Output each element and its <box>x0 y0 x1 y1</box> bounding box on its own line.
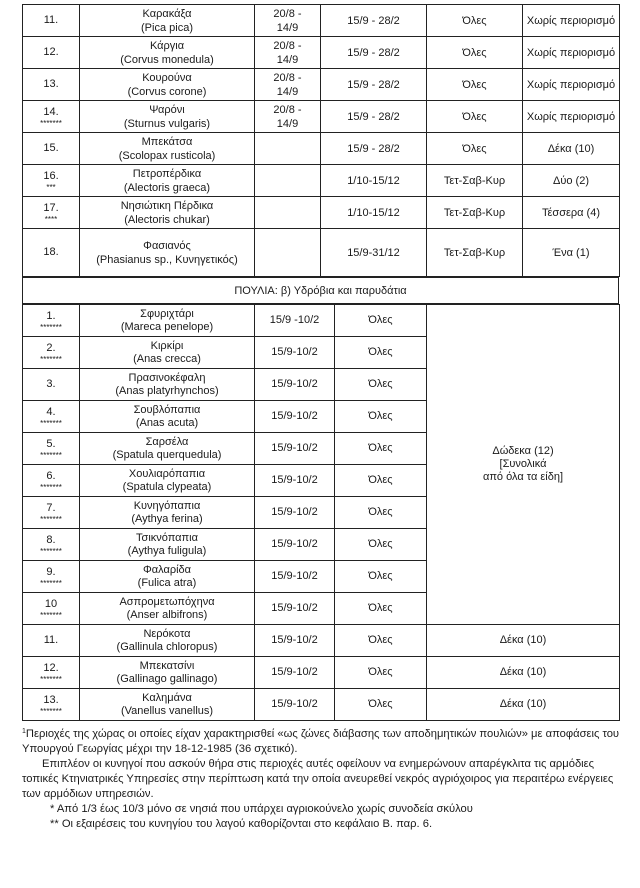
season-cell: 1/10-15/12 <box>321 197 427 229</box>
species-greek-name: Πρασινοκέφαλη <box>128 371 206 384</box>
early-period-cell <box>255 133 321 165</box>
season-cell: 15/9-10/2 <box>255 593 335 625</box>
footnote-2: Επιπλέον οι κυνηγοί που ασκούν θήρα στις περιοχές αυτές οφείλουν να ενημερώνουν απαρέγκλιτα τις αρμόδιες τοπικές Κτηνιατρικές Υπηρεσίες στην περίπτωση κατά την οποία ανευρεθεί νεκρός αγριόχοιρος για περαιτέρω ενέργειες των αρμόδιων υπηρεσιών. <box>22 758 614 800</box>
species-greek-name: Κάργια <box>149 39 185 52</box>
species-latin-name: (Scolopax rusticola) <box>118 149 216 162</box>
row-number-cell <box>23 497 80 529</box>
season-cell: 15/9-10/2 <box>255 497 335 529</box>
species-latin-name: (Mareca penelope) <box>120 320 214 333</box>
days-cell: Όλες <box>335 401 427 433</box>
limit-cell: Χωρίς περιορισμό <box>523 37 620 69</box>
season-cell: 15/9-10/2 <box>255 337 335 369</box>
species-greek-name: Φασιανός <box>143 239 191 252</box>
row-stars: ******* <box>40 674 62 684</box>
species-latin-name: (Anser albifrons) <box>126 608 208 621</box>
table-row <box>23 165 620 197</box>
row-number-cell <box>23 37 80 69</box>
species-cell <box>80 37 255 69</box>
row-number-cell <box>23 133 80 165</box>
species-latin-name: (Anas platyrhynchos) <box>115 384 219 397</box>
note-double-star: ** Οι εξαιρέσεις του κυνηγίου του λαγού καθορίζονται στο κεφάλαιο Β. παρ. 6. <box>50 818 433 830</box>
species-greek-name: Κυνηγόπαπια <box>133 499 201 512</box>
species-greek-name: Νερόκοτα <box>143 627 191 640</box>
row-number-cell <box>23 305 80 337</box>
days-cell: Όλες <box>335 337 427 369</box>
species-latin-name: (Spatula clypeata) <box>122 480 212 493</box>
days-cell: Όλες <box>427 5 523 37</box>
row-number: 6. <box>46 469 56 482</box>
limit-cell: Δέκα (10) <box>427 689 620 721</box>
days-cell: Όλες <box>335 369 427 401</box>
species-cell <box>80 165 255 197</box>
limit-cell: Χωρίς περιορισμό <box>523 101 620 133</box>
season-cell: 15/9 - 28/2 <box>321 37 427 69</box>
species-greek-name: Μπεκάτσα <box>141 135 193 148</box>
species-latin-name: (Alectoris chukar) <box>124 213 210 226</box>
species-latin-name: (Vanellus vanellus) <box>120 704 214 717</box>
row-number-cell <box>23 165 80 197</box>
species-latin-name: (Gallinula chloropus) <box>116 640 218 653</box>
early-period-cell <box>255 197 321 229</box>
season-cell: 1/10-15/12 <box>321 165 427 197</box>
days-cell: Όλες <box>335 625 427 657</box>
species-greek-name: Κιρκίρι <box>150 339 184 352</box>
row-number-cell <box>23 433 80 465</box>
season-cell: 15/9 - 28/2 <box>321 133 427 165</box>
table-row <box>23 101 620 133</box>
species-greek-name: Κουρούνα <box>142 71 192 84</box>
row-number-cell <box>23 401 80 433</box>
species-greek-name: Τσικνόπαπια <box>136 531 198 544</box>
species-cell <box>80 401 255 433</box>
days-cell: Όλες <box>335 529 427 561</box>
row-stars: ******* <box>40 706 62 716</box>
row-number-cell <box>23 197 80 229</box>
early-period-cell: 20/8 - 14/9 <box>255 69 321 101</box>
table-row <box>23 689 620 721</box>
footnotes <box>22 727 622 832</box>
species-cell <box>80 101 255 133</box>
season-cell: 15/9 - 28/2 <box>321 69 427 101</box>
row-stars: ******* <box>40 546 62 556</box>
season-cell: 15/9-10/2 <box>255 689 335 721</box>
row-number-cell <box>23 465 80 497</box>
species-greek-name: Σαρσέλα <box>145 435 189 448</box>
species-cell <box>80 689 255 721</box>
early-period-cell <box>255 229 321 277</box>
footnote-1: $^1$Περιοχές της χώρας οι οποίες είχαν χαρακτηρισθεί «ως ζώνες διάβασης των αποδημητικών πουλιών» με αποφάσεις του Υπουργού Γεωργίας μέχρι την 18-12-1985 (36 σχετικό). <box>22 728 620 755</box>
species-latin-name: (Anas acuta) <box>135 416 199 429</box>
days-cell: Όλες <box>427 133 523 165</box>
days-cell: Όλες <box>335 465 427 497</box>
row-stars: ******* <box>40 322 62 332</box>
row-number-cell <box>23 337 80 369</box>
row-number-cell <box>23 689 80 721</box>
section-title: ΠΟΥΛΙΑ: β) Υδρόβια και παρυδάτια <box>23 278 619 304</box>
species-latin-name: (Phasianus sp., Κυνηγετικός) <box>96 253 238 266</box>
species-greek-name: Καλημάνα <box>142 691 192 704</box>
row-number-cell <box>23 593 80 625</box>
days-cell: Όλες <box>335 497 427 529</box>
table-row <box>23 625 620 657</box>
species-latin-name: (Pica pica) <box>141 21 193 34</box>
limit-cell: Χωρίς περιορισμό <box>523 69 620 101</box>
species-cell <box>80 305 255 337</box>
table-row <box>23 133 620 165</box>
species-greek-name: Πετροπέρδικα <box>132 167 202 180</box>
species-cell <box>80 197 255 229</box>
days-cell: Τετ-Σαβ-Κυρ <box>427 229 523 277</box>
species-latin-name: (Corvus corone) <box>127 85 207 98</box>
species-cell <box>80 593 255 625</box>
species-cell <box>80 433 255 465</box>
limit-cell: Δύο (2) <box>523 165 620 197</box>
species-greek-name: Σουβλόπαπια <box>133 403 201 416</box>
row-stars: ******* <box>40 118 62 128</box>
row-number-cell <box>23 101 80 133</box>
species-latin-name: (Fulica atra) <box>137 576 197 589</box>
row-number: 9. <box>46 565 56 578</box>
row-number-cell <box>23 69 80 101</box>
row-number-cell <box>23 657 80 689</box>
season-cell: 15/9-10/2 <box>255 657 335 689</box>
row-number: 3. <box>46 378 56 390</box>
row-number-cell <box>23 5 80 37</box>
row-stars: *** <box>46 182 56 192</box>
species-greek-name: Φαλαρίδα <box>142 563 191 576</box>
season-cell: 15/9-31/12 <box>321 229 427 277</box>
species-cell <box>80 625 255 657</box>
row-number: 11. <box>43 14 59 26</box>
table-row <box>23 37 620 69</box>
species-greek-name: Σφυριχτάρι <box>140 307 194 320</box>
row-stars: ******* <box>40 514 62 524</box>
days-cell: Όλες <box>335 593 427 625</box>
row-number: 18. <box>43 246 59 258</box>
species-latin-name: (Anas crecca) <box>133 352 201 365</box>
days-cell: Όλες <box>335 561 427 593</box>
row-stars: ******* <box>40 578 62 588</box>
row-stars: ******* <box>40 482 62 492</box>
species-cell <box>80 5 255 37</box>
table-row <box>23 5 620 37</box>
section-header-table <box>22 277 619 304</box>
row-number: 4. <box>46 405 56 418</box>
table-row <box>23 197 620 229</box>
species-cell <box>80 369 255 401</box>
species-greek-name: Ψαρόνι <box>149 103 185 116</box>
row-number: 12. <box>43 661 59 674</box>
season-cell: 15/9-10/2 <box>255 625 335 657</box>
table-row <box>23 229 620 277</box>
days-cell: Όλες <box>427 101 523 133</box>
days-cell: Τετ-Σαβ-Κυρ <box>427 197 523 229</box>
group-limit-cell <box>427 305 620 625</box>
species-cell <box>80 497 255 529</box>
row-number: 13. <box>43 693 59 706</box>
limit-cell: Δέκα (10) <box>427 657 620 689</box>
season-cell: 15/9 - 28/2 <box>321 5 427 37</box>
row-number: 11. <box>43 634 59 646</box>
species-greek-name: Μπεκατσίνι <box>139 659 195 672</box>
table-row <box>23 69 620 101</box>
species-latin-name: (Spatula querquedula) <box>112 448 222 461</box>
species-greek-name: Ασπρομετωπόχηνα <box>119 595 215 608</box>
row-number-cell <box>23 529 80 561</box>
row-number-cell <box>23 561 80 593</box>
row-number: 14. <box>43 105 59 118</box>
species-cell <box>80 337 255 369</box>
species-latin-name: (Gallinago gallinago) <box>116 672 218 685</box>
species-cell <box>80 229 255 277</box>
row-number-cell <box>23 625 80 657</box>
species-cell <box>80 133 255 165</box>
row-number-cell <box>23 369 80 401</box>
species-latin-name: (Corvus monedula) <box>120 53 214 66</box>
days-cell: Όλες <box>427 69 523 101</box>
season-cell: 15/9-10/2 <box>255 561 335 593</box>
season-cell: 15/9 - 28/2 <box>321 101 427 133</box>
limit-cell: Δέκα (10) <box>427 625 620 657</box>
game-birds-table <box>22 4 620 277</box>
species-greek-name: Χουλιαρόπαπια <box>128 467 206 480</box>
season-cell: 15/9-10/2 <box>255 529 335 561</box>
early-period-cell: 20/8 - 14/9 <box>255 101 321 133</box>
row-number: 17. <box>43 201 59 214</box>
row-stars: **** <box>44 214 58 224</box>
table-row <box>23 657 620 689</box>
season-cell: 15/9-10/2 <box>255 401 335 433</box>
group-limit-line: από όλα τα είδη] <box>482 471 564 483</box>
group-limit-line: [Συνολικά <box>499 458 547 470</box>
row-number: 12. <box>43 46 59 58</box>
limit-cell: Ένα (1) <box>523 229 620 277</box>
row-stars: ******* <box>40 354 62 364</box>
row-stars: ******* <box>40 610 62 620</box>
species-latin-name: (Sturnus vulgaris) <box>123 117 211 130</box>
days-cell: Όλες <box>335 657 427 689</box>
species-latin-name: (Aythya fuligula) <box>127 544 207 557</box>
row-stars: ******* <box>40 450 62 460</box>
document-page <box>22 4 619 832</box>
group-limit-line: Δώδεκα (12) <box>492 445 554 457</box>
row-number: 16. <box>43 169 59 182</box>
footnote-marker: 1 <box>22 728 26 735</box>
row-stars: ******* <box>40 418 62 428</box>
row-number: 2. <box>46 341 56 354</box>
days-cell: Όλες <box>427 37 523 69</box>
row-number: 5. <box>46 437 56 450</box>
species-cell <box>80 561 255 593</box>
species-cell <box>80 69 255 101</box>
season-cell: 15/9 -10/2 <box>255 305 335 337</box>
species-greek-name: Νησιώτικη Πέρδικα <box>120 199 214 212</box>
row-number: 7. <box>46 501 56 514</box>
row-number: 13. <box>43 78 59 90</box>
species-cell <box>80 529 255 561</box>
days-cell: Τετ-Σαβ-Κυρ <box>427 165 523 197</box>
season-cell: 15/9-10/2 <box>255 369 335 401</box>
species-greek-name: Καρακάξα <box>142 7 192 20</box>
limit-cell: Τέσσερα (4) <box>523 197 620 229</box>
days-cell: Όλες <box>335 689 427 721</box>
season-cell: 15/9-10/2 <box>255 465 335 497</box>
days-cell: Όλες <box>335 433 427 465</box>
row-number: 1. <box>46 309 56 322</box>
early-period-cell <box>255 165 321 197</box>
species-cell <box>80 465 255 497</box>
row-number: 8. <box>46 533 56 546</box>
early-period-cell: 20/8 - 14/9 <box>255 37 321 69</box>
limit-cell: Χωρίς περιορισμό <box>523 5 620 37</box>
row-number: 15. <box>43 142 59 154</box>
row-number: 10 <box>44 597 58 610</box>
days-cell: Όλες <box>335 305 427 337</box>
note-single-star: * Από 1/3 έως 10/3 μόνο σε νησιά που υπάρχει αγριοκούνελο χωρίς συνοδεία σκύλου <box>50 803 473 815</box>
species-latin-name: (Alectoris graeca) <box>123 181 211 194</box>
species-latin-name: (Aythya ferina) <box>131 512 203 525</box>
early-period-cell: 20/8 - 14/9 <box>255 5 321 37</box>
row-number-cell <box>23 229 80 277</box>
waterfowl-table <box>22 304 620 721</box>
table-row <box>23 305 620 337</box>
species-cell <box>80 657 255 689</box>
season-cell: 15/9-10/2 <box>255 433 335 465</box>
limit-cell: Δέκα (10) <box>523 133 620 165</box>
